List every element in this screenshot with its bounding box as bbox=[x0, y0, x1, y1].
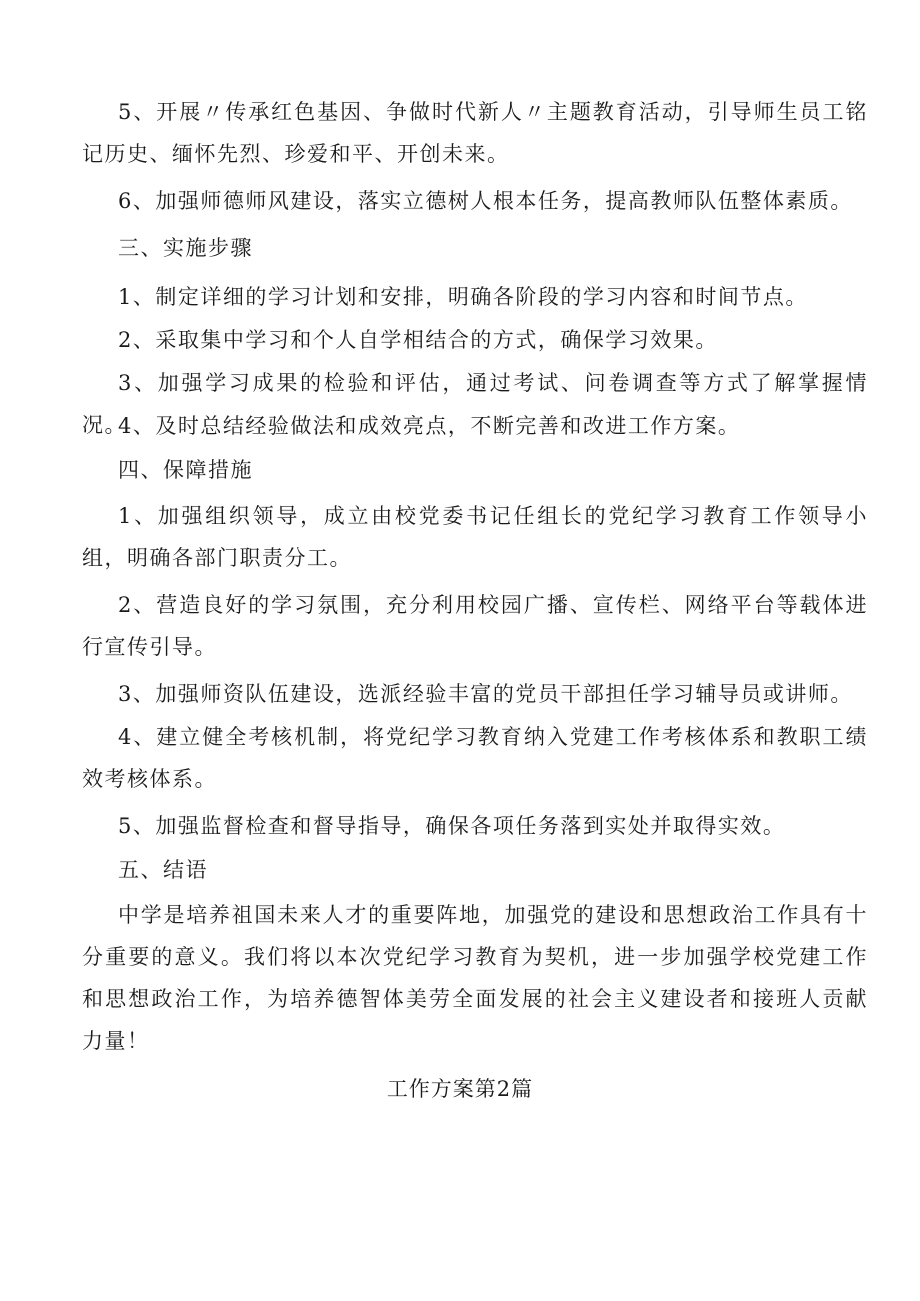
section-heading-5: 五、结语 bbox=[118, 858, 208, 882]
next-document-title: 工作方案第2篇 bbox=[386, 1077, 534, 1101]
section3-item-1: 1、制定详细的学习计划和安排，明确各阶段的学习内容和时间节点。 bbox=[118, 285, 808, 309]
section3-item-4: 4、及时总结经验做法和成效亮点，不断完善和改进工作方案。 bbox=[118, 414, 741, 438]
section4-item-4: 4、建立健全考核机制，将党纪学习教育纳入党建工作考核体系和教职工绩效考核体系。 bbox=[82, 725, 868, 791]
conclusion-paragraph: 中学是培养祖国未来人才的重要阵地，加强党的建设和思想政治工作具有十分重要的意义。我们将以本次党纪学习教育为契机，进一步加强学校党建工作和思想政治工作，为培养德智体美劳全面发展的社会主义建设者和接班人贡献力量！ bbox=[82, 903, 868, 1053]
item-2-5: 5、开展〃传承红色基因、争做时代新人〃主题教育活动，引导师生员工铭记历史、缅怀先烈、珍爱和平、开创未来。 bbox=[82, 100, 868, 166]
section4-item-2: 2、营造良好的学习氛围，充分利用校园广播、宣传栏、网络平台等载体进行宣传引导。 bbox=[82, 593, 868, 659]
section-heading-4: 四、保障措施 bbox=[118, 458, 253, 482]
section3-item-3: 3、加强学习成果的检验和评估，通过考试、问卷调查等方式了解掌握情况。 bbox=[82, 371, 868, 437]
section4-item-3: 3、加强师资队伍建设，选派经验丰富的党员干部担任学习辅导员或讲师。 bbox=[118, 682, 853, 706]
item-2-6: 6、加强师德师风建设，落实立德树人根本任务，提高教师队伍整体素质。 bbox=[118, 189, 853, 213]
section-heading-3: 三、实施步骤 bbox=[118, 236, 253, 260]
section4-item-1: 1、加强组织领导，成立由校党委书记任组长的党纪学习教育工作领导小组，明确各部门职责分工。 bbox=[82, 504, 868, 570]
section4-item-5: 5、加强监督检查和督导指导，确保各项任务落到实处并取得实效。 bbox=[118, 814, 786, 838]
section3-item-2: 2、采取集中学习和个人自学相结合的方式，确保学习效果。 bbox=[118, 328, 718, 352]
